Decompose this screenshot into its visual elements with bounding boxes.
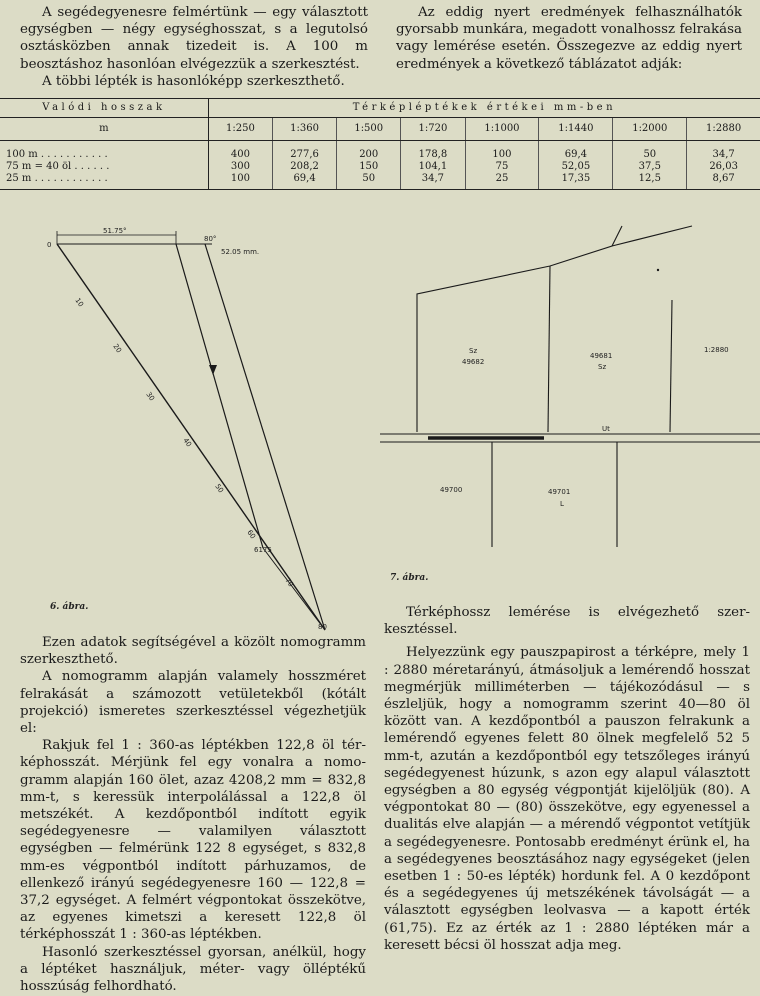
parcel-boundary-ne (612, 226, 692, 246)
table-cell: 52,05 (539, 161, 613, 173)
parcel-4-number: 49701 (548, 488, 571, 496)
parcel-1-label: Sz (469, 347, 478, 355)
parcel-2-number: 49681 (590, 352, 613, 360)
table-cell: 12,5 (613, 173, 687, 190)
projection-line-3 (263, 548, 325, 630)
auxiliary-line (57, 244, 325, 630)
table-cell: 104,1 (401, 161, 465, 173)
point-80-top-label: 80° (204, 235, 217, 243)
scale-header: 1:2000 (613, 118, 687, 141)
tick-label: 20 (111, 342, 124, 355)
table-row (0, 173, 760, 190)
point-80-bottom-label: 80 (318, 623, 327, 631)
parcel-boundary-top (417, 226, 622, 432)
row-label: 25 m . . . . . . . . . . . . (0, 173, 208, 190)
parcel-4-label: L (560, 500, 564, 508)
intro-right-column (396, 4, 742, 73)
table-cell: 150 (337, 161, 401, 173)
table-cell: 25 (465, 173, 539, 190)
road-label: Ut (602, 425, 610, 433)
intro-left-paragraph-1: A segédegyenesre felmértünk — egy választott egységben — négy egységhosszat, s a legutolsó osztásközben annak tizedeit is. A 100 m beosztáshoz hasonlóan elvégezzük a szerkesztést. (20, 5, 368, 72)
parcel-boundary-right (670, 300, 672, 432)
table-cell: 34,7 (687, 141, 760, 162)
table-cell: 300 (208, 161, 272, 173)
parcel-3-number: 49700 (440, 486, 463, 494)
table-cell: 277,6 (272, 141, 336, 162)
intro-right-paragraph-1: Az eddig nyert eredmények felhasználhatók gyorsabb munkára, megadott vonalhossz felrakása vagy lemérése esetén. Összegezve az eddig nyert eredmények a következő táblázatot adják: (396, 5, 742, 72)
tick-label: 10 (73, 296, 86, 309)
unit-header: m (0, 118, 208, 141)
scale-header: 1:720 (401, 118, 465, 141)
tick-label: 50 (213, 482, 226, 495)
table-cell: 69,4 (539, 141, 613, 162)
table-cell: 178,8 (401, 141, 465, 162)
scale-header: 1:1000 (465, 118, 539, 141)
right-dimension-label: 52.05 mm. (221, 248, 260, 256)
arrow-icon (209, 365, 217, 375)
table-cell: 208,2 (272, 161, 336, 173)
parcel-2-label: Sz (598, 363, 607, 371)
body-left-paragraph-3: Rakjuk fel 1 : 360-as léptékben 122,8 öl térképhosszát. Mérjünk fel egy vonalra a nomogramm alapján 160 ölet, azaz 4208,2 mm = 832,8 mm-t, s keressük interpolálással a 122,8 öl metszékét. A kezdőpontból indított egyik segédegyenesre — valamilyen választott egységben — felmérünk 122 8 egységet, s 832,8 mm-es végpontból indított párhuzamos, de ellenkező irányú segédegyenesre 160 — 122,8 = 37,2 egységet. A felmért végpontokat összekötve, az egyenes kimetszi a keresett 122,8 öl térképhosszát 1 : 360-as léptékben. (20, 738, 366, 943)
body-left-column (20, 634, 366, 995)
body-right-paragraph-2: Helyezzünk egy pauszpapirost a térképre, mely 1 : 2880 méretarányú, átmásoljuk a lemérendő hosszat megmérjük milliméterben — tájékozódásul — s észleljük, hogy a nomogramm szerint 40—80 öl között van. A kezdőpontból a pauszon felrakunk a lemérendő egyenes felett 80 ölnek megfelelő 52 5 mm-t, azután a kezdőpontból egy tetszőleges irányú segédegyenest húzunk, s azon egy alapul választott egységben a 80 egység végpontját kijelöljük (80). A végpontokat 80 — (80) összekötve, egy egyenessel a dualitás elve alapján — a mérendő végpontot vetítjük a segédegyenesre. Pontosabb eredményt érünk el, ha a segédegyenes beosztásához nagy egységeket (jelen esetben 1 : 50-es lépték) hordunk fel. A 0 kezdőpont és a segédegyenes új metszékének távolságát — a választott egységben leolvasva — a kapott érték (61,75). Ez az érték az 1 : 2880 léptéken már a keresett bécsi öl hosszat adja meg. (384, 645, 750, 953)
table-cell: 17,35 (539, 173, 613, 190)
tick-label: 40 (181, 436, 194, 449)
table-row (0, 161, 760, 173)
scale-header: 1:360 (272, 118, 336, 141)
scale-header: 1:2880 (687, 118, 760, 141)
table-cell: 37,5 (613, 161, 687, 173)
figure-7-caption: 7. ábra. (390, 573, 429, 583)
row-label: 75 m = 40 öl . . . . . . (0, 161, 208, 173)
map-scale-label: 1:2880 (704, 346, 729, 354)
table-cell: 34,7 (401, 173, 465, 190)
point-zero-label: 0 (47, 241, 52, 249)
body-right-column (384, 604, 750, 954)
body-left-paragraph-4: Hasonló szerkesztéssel gyorsan, anélkül, hogy a léptéket használjuk, méter- vagy ölléptékű hosszúság felhordható. (20, 944, 366, 995)
body-left-paragraph-1: Ezen adatok segítségével a közölt nomogramm szerkeszthető. (20, 635, 366, 668)
body-left-paragraph-2: A nomogramm alapján valamely hosszméret felrakását a számozott vetületekből (kótált projekció) ismeretes szerkesztéssel végezhetjük el: (20, 669, 366, 737)
intro-left-paragraph-2: A többi lépték is hasonlóképp szerkeszthető. (42, 73, 345, 89)
table-cell: 200 (337, 141, 401, 162)
top-dimension-label: 51.75° (103, 227, 127, 235)
scale-header: 1:500 (337, 118, 401, 141)
tick-label: 30 (144, 390, 157, 403)
table-cell: 50 (613, 141, 687, 162)
intro-left-column (20, 4, 368, 90)
projection-line-2 (205, 244, 325, 630)
table-cell: 8,67 (687, 173, 760, 190)
real-length-header: Valódi hosszak (0, 99, 208, 118)
table-row (0, 141, 760, 162)
table-cell: 400 (208, 141, 272, 162)
tick-label: 70 (283, 576, 296, 589)
table-cell: 100 (465, 141, 539, 162)
tick-label: 60 (245, 528, 258, 541)
table-cell: 75 (465, 161, 539, 173)
table-cell: 100 (208, 173, 272, 190)
table-cell: 50 (337, 173, 401, 190)
figure-7-map (372, 222, 760, 592)
figure-6-caption: 6. ábra. (50, 602, 89, 612)
table-cell: 26,03 (687, 161, 760, 173)
scale-header: 1:250 (208, 118, 272, 141)
mark-6175-label: 6175 (254, 546, 272, 554)
figure-6-nomogram (40, 222, 340, 642)
table-cell: 69,4 (272, 173, 336, 190)
scale-header: 1:1440 (539, 118, 613, 141)
parcel-boundary-mid (548, 266, 550, 432)
survey-point-icon (657, 269, 659, 271)
map-scale-header: Térképléptékek értékei mm-ben (208, 99, 760, 118)
row-label: 100 m . . . . . . . . . . . (0, 141, 208, 162)
body-right-paragraph-1: Térképhossz lemérése is elvégezhető szerkesztéssel. (384, 605, 750, 638)
scale-conversion-table (0, 98, 760, 190)
parcel-1-number: 49682 (462, 358, 485, 366)
